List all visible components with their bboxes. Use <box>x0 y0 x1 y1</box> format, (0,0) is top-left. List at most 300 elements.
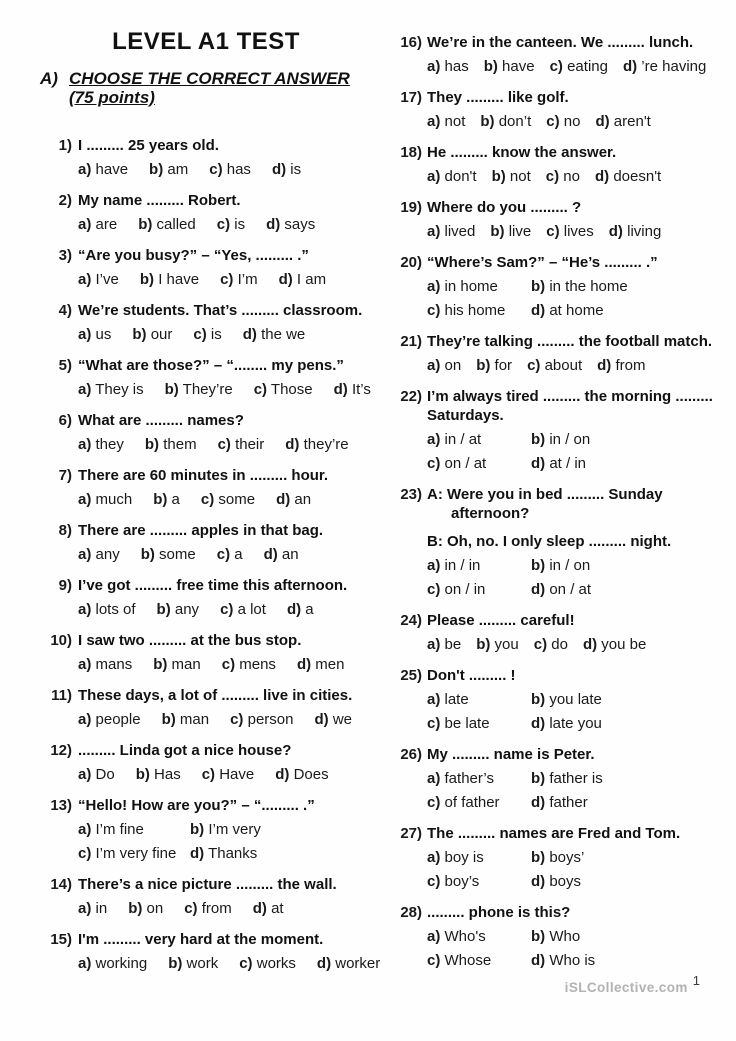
question-number: 12) <box>50 742 72 759</box>
question-stem-line: We’re students. That’s ......... classroom. <box>78 302 363 319</box>
question <box>398 666 710 733</box>
question-number: 27) <box>400 825 422 842</box>
question-stem-line: “Where’s Sam?” – “He’s ......... .” <box>427 254 658 271</box>
answer-option <box>427 301 531 320</box>
question-body <box>78 741 372 784</box>
answer-option <box>476 356 512 375</box>
question-number: 18) <box>400 144 422 161</box>
answer-option <box>427 222 475 241</box>
option-text: a lot <box>233 601 266 618</box>
option-label: a) <box>427 168 441 185</box>
answer-option <box>531 951 595 970</box>
option-label: b) <box>531 770 546 787</box>
option-label: c) <box>427 302 441 319</box>
answer-option <box>243 325 306 344</box>
option-text: a <box>230 546 243 563</box>
option-label: a) <box>427 849 441 866</box>
question-body <box>78 875 372 918</box>
option-label: d) <box>531 302 546 319</box>
option-label: a) <box>78 271 92 288</box>
option-text: on <box>142 900 164 917</box>
answer-option <box>78 844 190 863</box>
option-text: some <box>154 546 196 563</box>
question-stem <box>78 411 372 430</box>
answer-option <box>531 872 584 891</box>
answer-option <box>78 160 128 179</box>
option-text: late <box>440 691 469 708</box>
option-label: d) <box>242 326 257 343</box>
option-label: c) <box>527 357 541 374</box>
option-label: a) <box>427 58 441 75</box>
question-stem <box>427 485 710 551</box>
answer-option <box>287 600 314 619</box>
option-label: d) <box>531 952 546 969</box>
answer-option <box>272 160 301 179</box>
question-body <box>78 686 372 729</box>
option-text: eating <box>562 58 608 75</box>
question-stem <box>427 387 713 425</box>
answer-option <box>145 435 197 454</box>
answer-option <box>427 277 531 296</box>
answer-option <box>597 356 645 375</box>
answer-option <box>583 635 646 654</box>
answer-option <box>427 951 531 970</box>
question-stem <box>78 686 372 705</box>
option-text: I’m very fine <box>91 845 177 862</box>
question-stem-line: B: Oh, no. I only sleep ......... night. <box>427 533 672 550</box>
option-text: I’ve <box>91 271 119 288</box>
answer-option <box>78 215 117 234</box>
question-stem <box>427 745 710 764</box>
answer-option <box>78 270 119 289</box>
answer-option <box>531 580 591 599</box>
option-text: called <box>152 216 196 233</box>
option-text: in / on <box>545 557 591 574</box>
answer-option <box>531 793 603 812</box>
option-label: d) <box>531 581 546 598</box>
option-text: on / in <box>440 581 486 598</box>
answer-option <box>266 215 315 234</box>
option-text: don't <box>440 168 477 185</box>
question-body <box>427 745 710 812</box>
option-text: some <box>214 491 256 508</box>
option-label: b) <box>531 849 546 866</box>
option-text: aren't <box>609 113 651 130</box>
option-text: in / at <box>440 431 482 448</box>
option-label: b) <box>490 223 505 240</box>
option-label: a) <box>427 928 441 945</box>
option-text: is <box>286 161 302 178</box>
answer-option <box>128 899 163 918</box>
answer-option <box>427 690 531 709</box>
answer-option <box>595 167 661 186</box>
option-text: the we <box>256 326 306 343</box>
option-label: d) <box>531 715 546 732</box>
option-label: c) <box>209 161 223 178</box>
option-label: a) <box>427 431 441 448</box>
question-number: 7) <box>58 467 72 484</box>
option-label: b) <box>483 58 498 75</box>
answer-option <box>334 380 371 399</box>
question-stem-line: ......... Linda got a nice house? <box>78 742 292 759</box>
option-text: Has <box>149 766 181 783</box>
question <box>40 741 372 784</box>
option-text: is <box>206 326 222 343</box>
question-stem-line: There are ......... apples in that bag. <box>78 522 324 539</box>
answer-option <box>279 270 327 289</box>
question-options <box>78 380 372 399</box>
option-label: a) <box>78 766 92 783</box>
option-label: c) <box>239 955 253 972</box>
option-label: b) <box>161 711 176 728</box>
section-label: A) <box>40 69 58 88</box>
option-text: an <box>290 491 312 508</box>
question-body <box>78 930 381 973</box>
question-stem-line: afternoon? <box>451 505 530 522</box>
question-body <box>427 824 710 891</box>
option-text: a <box>301 601 314 618</box>
question-stem <box>427 198 710 217</box>
answer-option <box>217 215 245 234</box>
question-stem <box>427 611 710 630</box>
question <box>40 930 381 973</box>
answer-option <box>546 222 594 241</box>
question-options <box>78 435 372 454</box>
option-text: much <box>91 491 133 508</box>
option-text: we <box>328 711 352 728</box>
question-stem <box>78 576 372 595</box>
question-stem <box>427 824 710 843</box>
question-stem-line: My ......... name is Peter. <box>427 746 595 763</box>
option-label: d) <box>531 455 546 472</box>
question-options <box>78 490 372 509</box>
question <box>40 576 372 619</box>
option-label: d) <box>286 601 302 618</box>
question-stem-line: ......... phone is this? <box>427 904 571 921</box>
option-label: b) <box>149 161 164 178</box>
question-number: 24) <box>400 612 422 629</box>
option-label: c) <box>533 636 548 653</box>
answer-option <box>162 710 210 729</box>
answer-option <box>480 112 531 131</box>
question <box>398 745 710 812</box>
question-stem-line: I'm ......... very hard at the moment. <box>78 931 324 948</box>
question-stem-line: “Are you busy?” – “Yes, ......... .” <box>78 247 309 264</box>
question-stem <box>427 33 710 52</box>
option-text: Who's <box>440 928 486 945</box>
answer-option <box>136 765 181 784</box>
option-text: I’m <box>233 271 258 288</box>
answer-option <box>78 325 111 344</box>
option-text: not <box>505 168 531 185</box>
question-stem-line: Please ......... careful! <box>427 612 575 629</box>
answer-option <box>427 454 531 473</box>
option-text: in the home <box>545 278 628 295</box>
question-body <box>78 466 372 509</box>
option-text: us <box>91 326 112 343</box>
question-number: 19) <box>400 199 422 216</box>
option-text: Those <box>267 381 313 398</box>
option-label: d) <box>190 845 205 862</box>
question-stem <box>78 521 372 540</box>
option-label: d) <box>271 161 287 178</box>
answer-option <box>168 954 218 973</box>
option-text: Have <box>215 766 255 783</box>
option-label: b) <box>491 168 506 185</box>
question-stem-line: There’s a nice picture ......... the wall. <box>78 876 337 893</box>
question-body <box>78 521 372 564</box>
section-title-text: CHOOSE THE CORRECT ANSWER <box>69 69 350 88</box>
answer-option <box>427 112 465 131</box>
option-text: lived <box>440 223 476 240</box>
option-label: b) <box>144 436 160 453</box>
option-label: c) <box>427 455 441 472</box>
option-label: a) <box>78 546 92 563</box>
option-text: people <box>91 711 141 728</box>
option-label: c) <box>200 491 215 508</box>
answer-option <box>531 714 602 733</box>
question-number: 13) <box>50 797 72 814</box>
answer-option <box>531 430 590 449</box>
option-text: no <box>559 168 580 185</box>
question <box>398 198 710 241</box>
answer-option <box>153 490 180 509</box>
question <box>40 191 372 234</box>
option-text: on / at <box>440 455 487 472</box>
option-text: Thanks <box>204 845 258 862</box>
answer-option <box>427 580 531 599</box>
option-label: a) <box>78 326 92 343</box>
question <box>40 466 372 509</box>
option-label: a) <box>427 113 441 130</box>
answer-option <box>427 872 531 891</box>
question-options <box>427 222 710 241</box>
question-body <box>427 253 710 320</box>
question-number: 10) <box>50 632 72 649</box>
question-body <box>427 332 713 375</box>
option-text: works <box>252 955 296 972</box>
option-label: c) <box>184 900 198 917</box>
option-label: b) <box>139 271 155 288</box>
option-label: b) <box>476 357 491 374</box>
option-label: d) <box>594 168 610 185</box>
question-number: 3) <box>58 247 72 264</box>
page-title: LEVEL A1 TEST <box>112 28 300 55</box>
option-label: b) <box>476 636 491 653</box>
question-stem-line: We’re in the canteen. We ......... lunch. <box>427 34 694 51</box>
section-heading <box>40 70 372 108</box>
option-text: at / in <box>545 455 587 472</box>
option-label: d) <box>531 794 546 811</box>
answer-option <box>476 635 519 654</box>
option-text: Who <box>545 928 581 945</box>
option-text: from <box>197 900 232 917</box>
option-label: a) <box>78 381 92 398</box>
question-stem-line: I ......... 25 years old. <box>78 137 219 154</box>
answer-option <box>427 927 531 946</box>
option-label: c) <box>220 601 234 618</box>
question-options <box>427 690 710 733</box>
question-number: 5) <box>58 357 72 374</box>
option-text: man <box>175 711 210 728</box>
option-text: about <box>540 357 583 374</box>
column-right <box>398 33 713 982</box>
question-stem <box>78 796 372 815</box>
option-text: be <box>440 636 462 653</box>
option-label: d) <box>276 491 291 508</box>
question-stem-line: Where do you ......... ? <box>427 199 582 216</box>
option-text: I’m fine <box>91 821 144 838</box>
question-options <box>78 765 372 784</box>
question-stem-line: What are ......... names? <box>78 412 244 429</box>
answer-option <box>546 112 580 131</box>
option-label: b) <box>135 766 150 783</box>
question-stem-line: They’re talking ......... the football match. <box>427 333 713 350</box>
option-text: on / at <box>545 581 592 598</box>
answer-option <box>78 899 107 918</box>
question-stem <box>78 875 372 894</box>
option-label: a) <box>427 557 441 574</box>
question-options <box>78 954 381 973</box>
answer-option <box>623 57 706 76</box>
question-options <box>78 545 372 564</box>
option-text: worker <box>331 955 381 972</box>
answer-option <box>220 600 266 619</box>
option-label: c) <box>216 546 231 563</box>
option-label: b) <box>132 326 147 343</box>
option-label: b) <box>531 928 546 945</box>
option-label: a) <box>427 278 441 295</box>
question-number: 20) <box>400 254 422 271</box>
option-label: c) <box>193 326 207 343</box>
answer-option <box>253 899 284 918</box>
question-options <box>78 160 372 179</box>
option-text: boys <box>545 873 582 890</box>
option-text: living <box>622 223 662 240</box>
question-stem-line: Saturdays. <box>427 407 504 424</box>
option-text: boy is <box>440 849 484 866</box>
question <box>40 246 372 289</box>
answer-option <box>534 635 568 654</box>
option-label: c) <box>427 794 441 811</box>
page-number: 1 <box>692 973 700 988</box>
answer-option <box>490 222 531 241</box>
answer-option <box>218 435 265 454</box>
option-text: ’re having <box>637 58 707 75</box>
option-label: a) <box>427 357 441 374</box>
option-label: d) <box>296 656 312 673</box>
option-text: are <box>91 216 118 233</box>
option-text: from <box>611 357 646 374</box>
question-options <box>78 270 372 289</box>
option-label: c) <box>545 168 560 185</box>
question-stem <box>427 88 710 107</box>
question-stem-line: A: Were you in bed ......... Sunday <box>427 486 663 503</box>
answer-option <box>132 325 172 344</box>
option-label: b) <box>138 216 153 233</box>
question-stem <box>78 136 372 155</box>
question-body <box>78 356 372 399</box>
option-label: d) <box>275 766 290 783</box>
answer-option <box>190 820 261 839</box>
question <box>40 301 372 344</box>
question-body <box>78 136 372 179</box>
option-label: c) <box>427 715 441 732</box>
option-text: any <box>170 601 200 618</box>
option-label: a) <box>78 900 92 917</box>
question-options <box>78 710 372 729</box>
question-body <box>78 796 372 863</box>
option-text: mens <box>235 656 276 673</box>
option-text: has <box>222 161 251 178</box>
question-number: 23) <box>400 486 422 503</box>
question <box>398 143 710 186</box>
option-label: d) <box>333 381 348 398</box>
option-label: c) <box>216 216 231 233</box>
option-label: b) <box>531 278 546 295</box>
question-number: 25) <box>400 667 422 684</box>
option-label: a) <box>78 656 92 673</box>
question-number: 16) <box>400 34 422 51</box>
option-text: I’m very <box>204 821 261 838</box>
section-points: (75 points) <box>69 88 155 107</box>
page-footer <box>564 973 700 997</box>
option-label: b) <box>480 113 495 130</box>
answer-option <box>427 714 531 733</box>
option-label: a) <box>427 223 441 240</box>
option-label: d) <box>595 113 610 130</box>
answer-option <box>427 167 477 186</box>
option-text: live <box>504 223 532 240</box>
question-stem-line: He ......... know the answer. <box>427 144 617 161</box>
question-stem-line: They ......... like golf. <box>427 89 569 106</box>
answer-option <box>230 710 293 729</box>
option-text: you <box>490 636 519 653</box>
question-number: 11) <box>51 687 72 704</box>
question-stem-line: “What are those?” – “........ my pens.” <box>78 357 344 374</box>
option-label: b) <box>153 491 168 508</box>
option-label: c) <box>221 656 236 673</box>
option-label: a) <box>78 601 92 618</box>
question-stem <box>78 930 372 949</box>
question <box>40 136 372 179</box>
option-label: c) <box>427 581 441 598</box>
question <box>40 411 372 454</box>
question-stem <box>427 143 710 162</box>
question-body <box>78 411 372 454</box>
question-body <box>427 485 710 599</box>
question <box>40 521 372 564</box>
question-options <box>78 820 372 863</box>
question <box>40 356 372 399</box>
answer-option <box>317 954 380 973</box>
option-text: They’re <box>178 381 233 398</box>
option-text: says <box>280 216 316 233</box>
question-body <box>427 611 710 654</box>
option-text: don’t <box>494 113 532 130</box>
option-text: not <box>440 113 466 130</box>
option-text: Do <box>91 766 115 783</box>
answer-option <box>239 954 296 973</box>
answer-option <box>427 57 469 76</box>
question-options <box>78 899 372 918</box>
question-list-right <box>398 33 713 970</box>
option-label: a) <box>78 216 92 233</box>
question <box>40 875 372 918</box>
option-label: c) <box>427 873 441 890</box>
option-label: d) <box>266 216 281 233</box>
question <box>398 387 713 473</box>
